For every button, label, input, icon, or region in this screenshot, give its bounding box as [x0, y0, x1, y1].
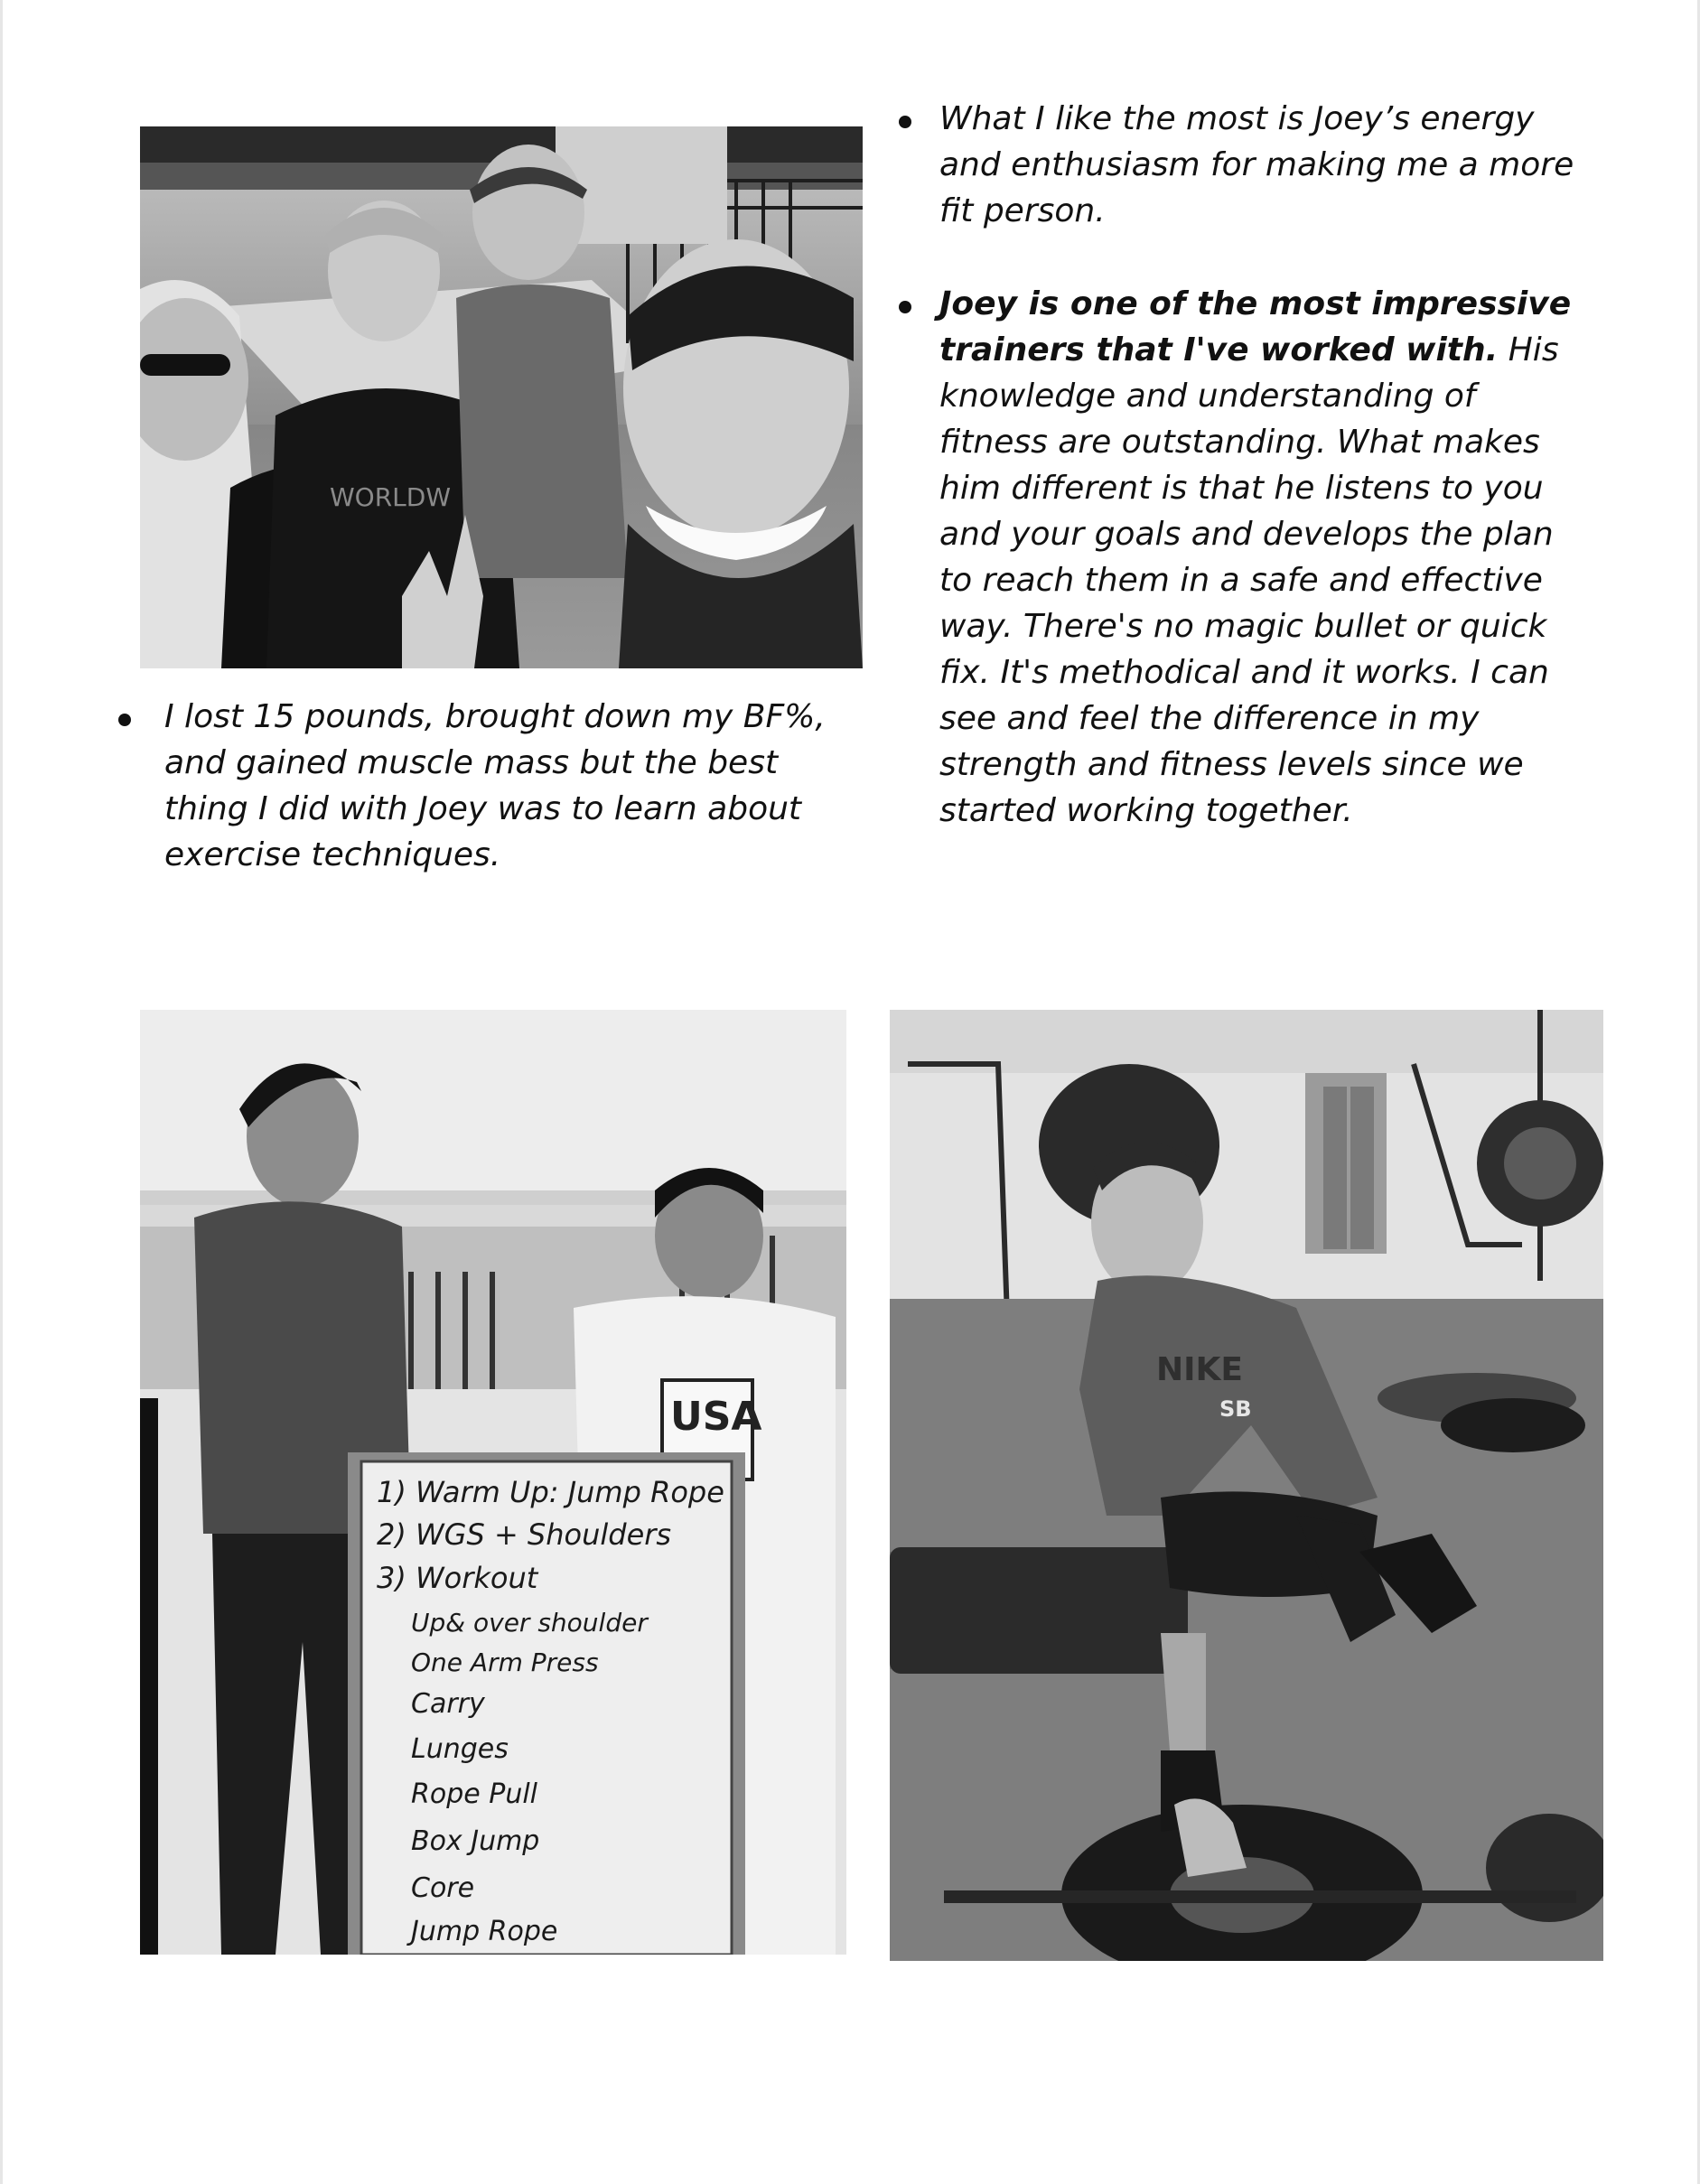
bullet-energy	[939, 96, 1590, 234]
photo-gym-teen	[890, 1010, 1603, 1961]
gym-teen-image	[890, 1010, 1603, 1961]
shirt-nike-text: NIKE	[1156, 1351, 1244, 1388]
whiteboard-line: Jump Rope	[411, 1916, 558, 1947]
bullet-dot	[899, 301, 911, 313]
whiteboard-line: One Arm Press	[411, 1647, 599, 1677]
shirt-sb-text: SB	[1219, 1396, 1252, 1422]
shirt-usa-text: USA	[670, 1394, 762, 1440]
bullet-dot	[118, 714, 131, 726]
photo-pool-selfie	[140, 126, 863, 668]
whiteboard-image	[140, 1010, 846, 1955]
bullet-impressive	[939, 281, 1590, 834]
photo-whiteboard	[140, 1010, 846, 1955]
whiteboard-line: Lunges	[411, 1733, 509, 1765]
whiteboard-line: Core	[411, 1872, 475, 1904]
whiteboard-line: 1) Warm Up: Jump Rope	[377, 1475, 724, 1509]
bullet-dot	[899, 116, 911, 128]
whiteboard-line: 3) Workout	[377, 1561, 538, 1595]
bullet-impressive-bold-text: Joey is one of the most impressive trainers that I've worked with.	[939, 285, 1572, 369]
bullet-lost-pounds	[164, 694, 842, 878]
pool-selfie-image	[140, 126, 863, 668]
bullet-lost-pounds-text: I lost 15 pounds, brought down my BF%, and gained muscle mass but the best thing I did with Joey was to learn about exercise techniques.	[164, 698, 826, 873]
whiteboard-line: Up& over shoulder	[411, 1608, 648, 1638]
page-edge-left	[0, 0, 3, 2184]
whiteboard-line: Rope Pull	[411, 1778, 538, 1810]
bullet-impressive-text: His knowledge and understanding of fitness are outstanding. What makes him different is that he listens to you and your goals and develops the plan to reach them in a safe and effective way. There's no magic bullet or quick fix. It's methodical and it works. I can see and feel the difference in my strength and fitness levels since we started working together.	[939, 331, 1559, 829]
whiteboard-line: Carry	[411, 1688, 485, 1720]
whiteboard-line: 2) WGS + Shoulders	[377, 1517, 672, 1552]
bullet-energy-text: What I like the most is Joey’s energy and enthusiasm for making me a more fit person.	[939, 100, 1574, 229]
shirt-world-text: WORLDW	[330, 482, 452, 512]
whiteboard-line: Box Jump	[411, 1825, 540, 1857]
